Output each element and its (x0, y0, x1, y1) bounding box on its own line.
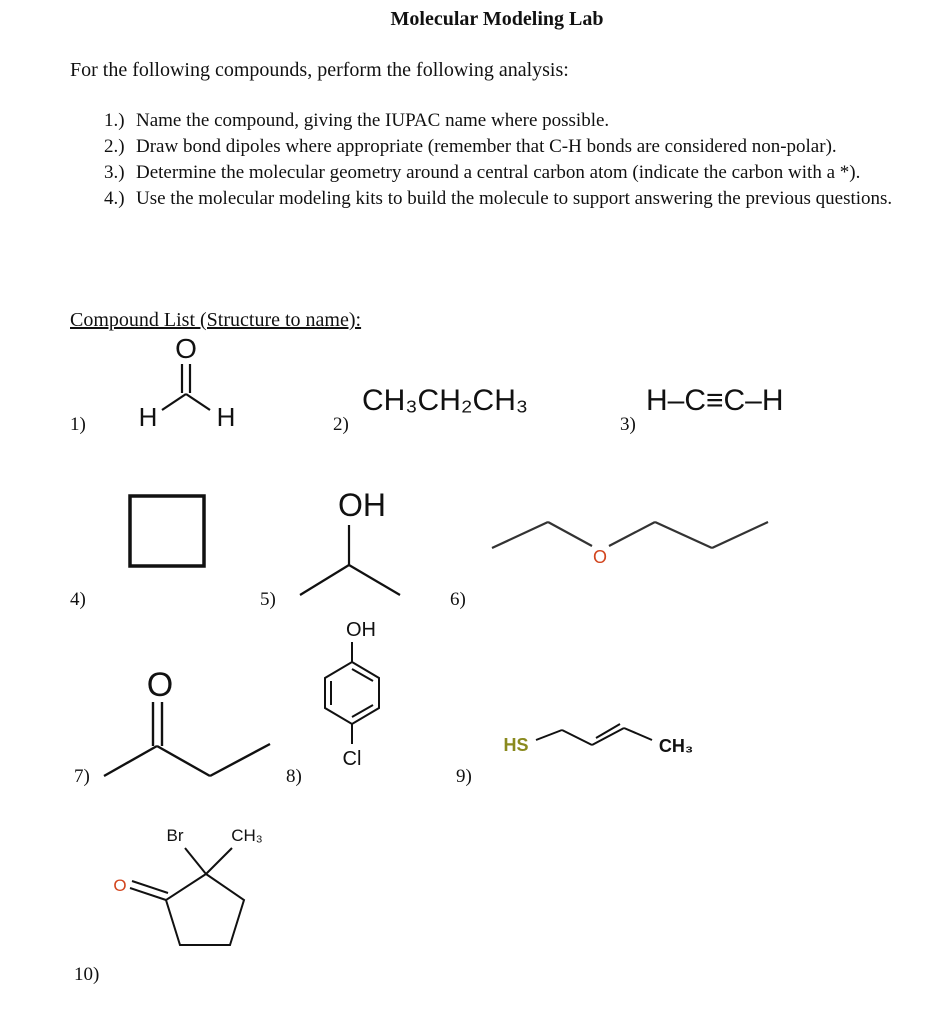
step-text: Use the molecular modeling kits to build the molecule to support answering the previous questions. (136, 188, 893, 209)
compound-list-heading: Compound List (Structure to name): (70, 309, 362, 331)
compound-number-9: 9) (456, 766, 472, 787)
atom-label: Cl (342, 748, 362, 770)
step-text: Name the compound, giving the IUPAC name where possible. (136, 110, 610, 131)
butanone-structure (104, 666, 270, 776)
step-text: Draw bond dipoles where appropriate (remember that C-H bonds are considered non-polar). (136, 136, 837, 157)
intro-text: For the following compounds, perform the following analysis: (70, 59, 569, 81)
acetylene-formula: H–C≡C–H (646, 384, 784, 417)
compound-number-4: 4) (70, 589, 86, 610)
compound-number-10: 10) (74, 964, 100, 985)
cyclobutane-structure (130, 496, 204, 566)
formaldehyde-structure (139, 333, 236, 432)
compound-number-8: 8) (286, 766, 302, 787)
isopropanol-structure (300, 487, 400, 595)
step-number: 3.) (104, 162, 125, 183)
compound-number-6: 6) (450, 589, 466, 610)
atom-label: O (113, 876, 127, 895)
atom-label: H (138, 402, 158, 432)
compound-number-1: 1) (70, 414, 86, 435)
atom-label: OH (346, 619, 376, 641)
compound-number-5: 5) (260, 589, 276, 610)
step-text: Determine the molecular geometry around a central carbon atom (indicate the carbon with a *). (136, 162, 861, 183)
atom-label: H (216, 402, 236, 432)
step-number: 4.) (104, 188, 125, 209)
compound-number-3: 3) (620, 414, 636, 435)
step-number: 1.) (104, 110, 125, 131)
propane-formula: CH₃CH₂CH₃ (362, 384, 529, 417)
atom-label: O (146, 666, 174, 704)
atom-label: O (175, 333, 197, 364)
atom-label: O (592, 547, 608, 567)
atom-label: HS (503, 735, 529, 755)
chlorophenol-structure (325, 619, 379, 770)
compound-number-2: 2) (333, 414, 349, 435)
ether-structure (492, 522, 768, 567)
atom-label: Br (166, 826, 184, 845)
atom-label: CH₃ (658, 736, 694, 756)
bromocyclopentanone-structure (113, 826, 262, 945)
compound-number-7: 7) (74, 766, 90, 787)
page-title: Molecular Modeling Lab (390, 8, 604, 30)
atom-label: CH₃ (231, 826, 263, 845)
atom-label: OH (338, 487, 386, 523)
step-number: 2.) (104, 136, 125, 157)
thiol-structure (503, 724, 693, 756)
